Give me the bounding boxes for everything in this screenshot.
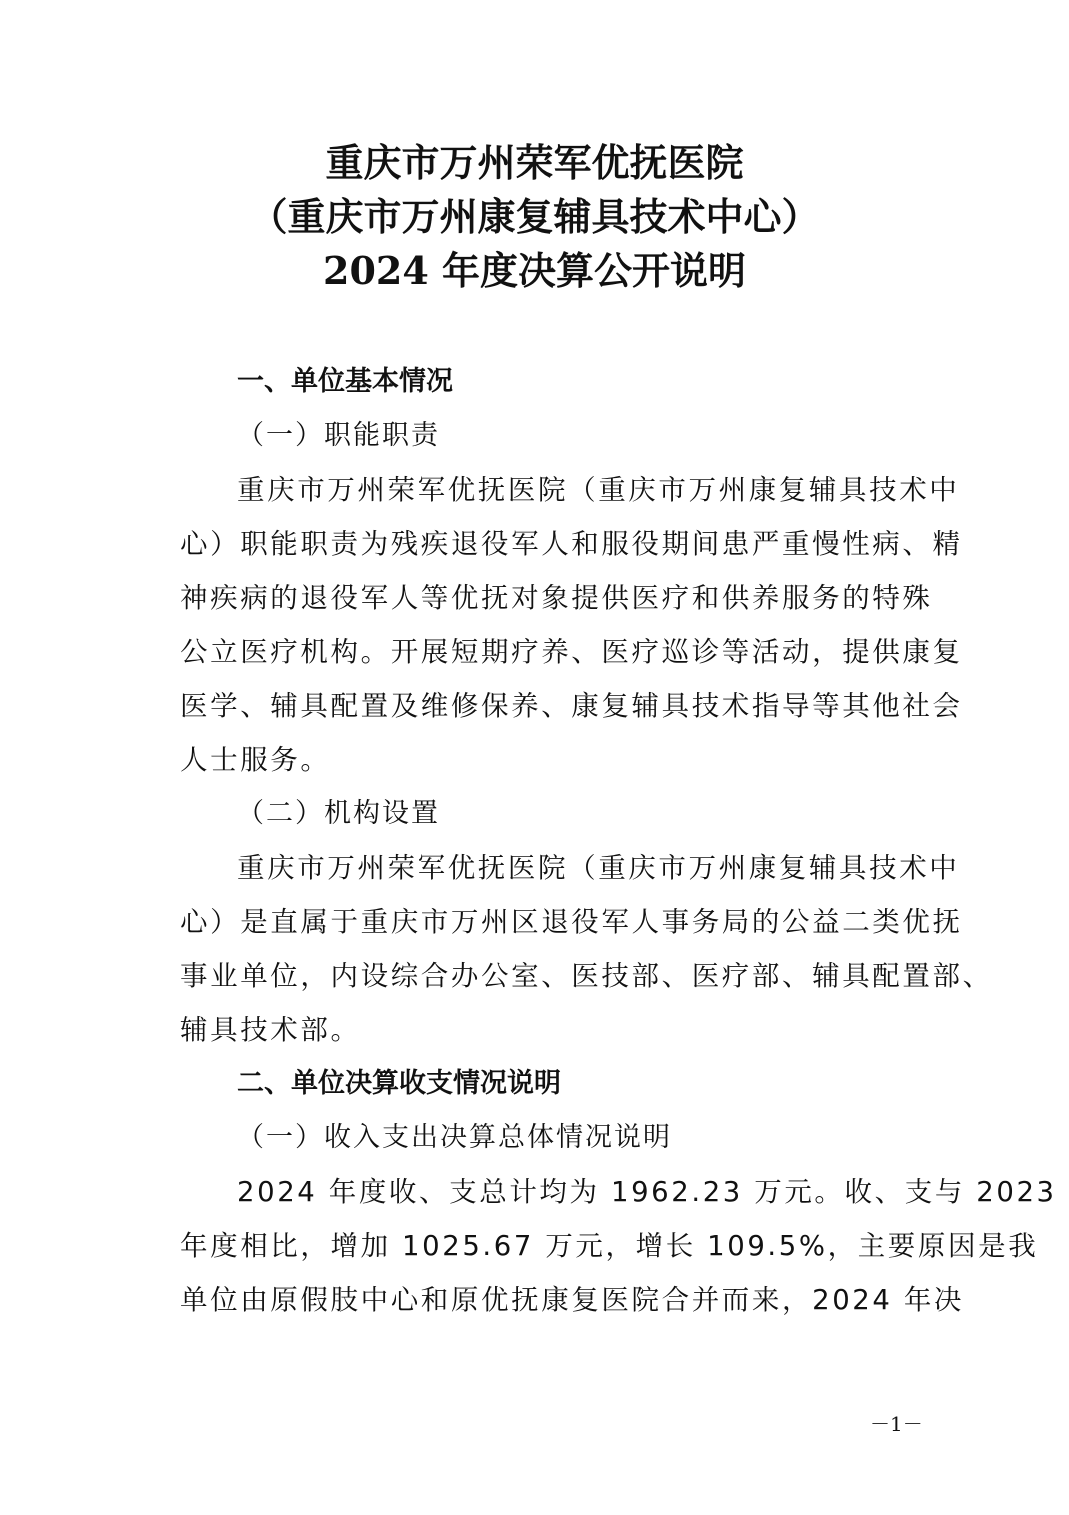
paragraph-line: 人士服务。 [180, 744, 331, 776]
subsection-heading-income-expense: （一）收入支出决算总体情况说明 [237, 1122, 672, 1153]
document-title-line-3: 2024 年度决算公开说明 [323, 248, 746, 293]
document-title-line-1: 重庆市万州荣军优抚医院 [325, 140, 744, 185]
paragraph-organization [180, 850, 993, 1066]
paragraph-line: 重庆市万州荣军优抚医院（重庆市万州康复辅具技术中 [237, 852, 960, 884]
paragraph-income-expense [180, 1174, 1057, 1336]
section-heading-basic-info: 一、单位基本情况 [237, 366, 453, 397]
paragraph-line: 辅具技术部。 [180, 1014, 361, 1046]
paragraph-line: 事业单位，内设综合办公室、医技部、医疗部、辅具配置部、 [180, 960, 993, 992]
subsection-heading-organization: （二）机构设置 [237, 798, 440, 829]
paragraph-line: 医学、辅具配置及维修保养、康复辅具技术指导等其他社会 [180, 690, 963, 722]
paragraph-line: 单位由原假肢中心和原优抚康复医院合并而来，2024 年决 [180, 1284, 965, 1316]
paragraph-line: 心）是直属于重庆市万州区退役军人事务局的公益二类优抚 [180, 906, 963, 938]
paragraph-line: 2024 年度收、支总计均为 1962.23 万元。收、支与 2023 [237, 1176, 1057, 1208]
paragraph-line: 年度相比，增加 1025.67 万元，增长 109.5%，主要原因是我 [180, 1230, 1039, 1262]
paragraph-line: 神疾病的退役军人等优抚对象提供医疗和供养服务的特殊 [180, 582, 933, 614]
page-number: －1－ [870, 1412, 923, 1436]
document-title-line-2: （重庆市万州康复辅具技术中心） [249, 194, 820, 239]
paragraph-line: 公立医疗机构。开展短期疗养、医疗巡诊等活动，提供康复 [180, 636, 963, 668]
subsection-heading-functions: （一）职能职责 [237, 420, 440, 451]
paragraph-functions [180, 472, 963, 796]
paragraph-line: 心）职能职责为残疾退役军人和服役期间患严重慢性病、精 [180, 528, 963, 560]
paragraph-line: 重庆市万州荣军优抚医院（重庆市万州康复辅具技术中 [237, 474, 960, 506]
section-heading-budget-description: 二、单位决算收支情况说明 [237, 1068, 561, 1099]
